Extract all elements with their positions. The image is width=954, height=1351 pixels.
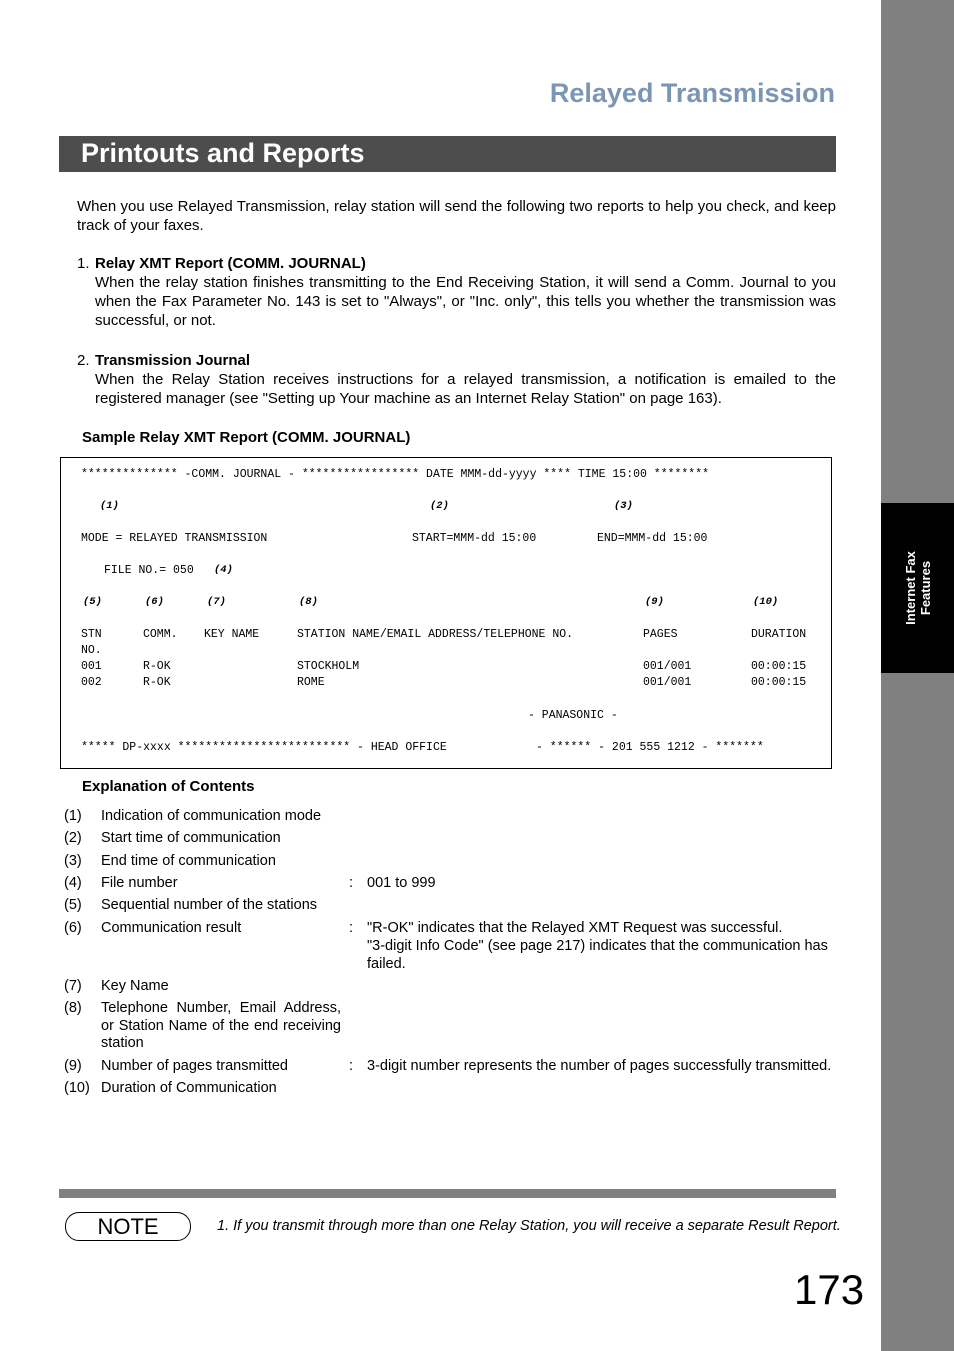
exp-desc: 001 to 999 bbox=[367, 875, 436, 891]
exp-num: (6) bbox=[64, 920, 82, 936]
exp-label: Sequential number of the stations bbox=[101, 897, 318, 913]
exp-label: Key Name bbox=[101, 978, 169, 994]
item-2-body: When the Relay Station receives instructions for a relayed transmission, a notification is emailed to the registered manager (see "Setting up Your machine as an Internet Relay Station" on page 163). bbox=[95, 371, 836, 407]
exp-num: (10) bbox=[64, 1080, 90, 1096]
note-text: 1. If you transmit through more than one Relay Station, you will receive a separate Result Report. bbox=[217, 1218, 841, 1234]
exp-num: (7) bbox=[64, 978, 82, 994]
report-footer-left: ***** DP-xxxx ************************* - HEAD OFFICE bbox=[81, 741, 447, 754]
col-comm: COMM. bbox=[143, 628, 178, 641]
sample-report-title: Sample Relay XMT Report (COMM. JOURNAL) bbox=[82, 429, 411, 446]
exp-num: (8) bbox=[64, 1000, 82, 1016]
marker-3: (3) bbox=[614, 500, 633, 512]
report-end: END=MMM-dd 15:00 bbox=[597, 532, 708, 545]
row-2-station: ROME bbox=[297, 676, 325, 689]
exp-num: (5) bbox=[64, 897, 82, 913]
intro-paragraph: When you use Relayed Transmission, relay station will send the following two reports to help you check, and keep track of your faxes. bbox=[77, 198, 836, 234]
row-1-pages: 001/001 bbox=[643, 660, 692, 673]
exp-num: (2) bbox=[64, 830, 82, 846]
exp-label: Communication result bbox=[101, 920, 242, 936]
marker-6: (6) bbox=[145, 596, 164, 608]
report-brand: - PANASONIC - bbox=[528, 709, 618, 722]
exp-colon: : bbox=[349, 1058, 354, 1074]
footer-rule bbox=[59, 1189, 836, 1198]
section-title: Printouts and Reports bbox=[81, 138, 365, 168]
row-2-comm: R-OK bbox=[143, 676, 171, 689]
col-station: STATION NAME/EMAIL ADDRESS/TELEPHONE NO. bbox=[297, 628, 574, 641]
row-1-duration: 00:00:15 bbox=[751, 660, 807, 673]
exp-desc: 3-digit number represents the number of pages successfully transmitted. bbox=[367, 1058, 832, 1074]
col-stn-line2: NO. bbox=[81, 644, 102, 657]
report-header-line: ************** -COMM. JOURNAL - ***************** DATE MMM-dd-yyyy **** TIME 15:00 ******** bbox=[81, 468, 710, 481]
marker-5: (5) bbox=[83, 596, 102, 608]
exp-label: Telephone Number, Email Address, or Station Name of the end receiving station bbox=[101, 1000, 341, 1051]
col-stn: STN bbox=[81, 628, 102, 641]
row-2-pages: 001/001 bbox=[643, 676, 692, 689]
row-2-stn: 002 bbox=[81, 676, 102, 689]
exp-desc: "R-OK" indicates that the Relayed XMT Request was successful. bbox=[367, 920, 783, 936]
item-1-number: 1. bbox=[77, 255, 90, 272]
sample-report-box bbox=[60, 457, 832, 769]
exp-label: File number bbox=[101, 875, 178, 891]
exp-num: (3) bbox=[64, 853, 82, 869]
col-pages: PAGES bbox=[643, 628, 678, 641]
chapter-tab-line1: Internet Fax bbox=[902, 551, 918, 625]
report-start: START=MMM-dd 15:00 bbox=[412, 532, 537, 545]
exp-desc-line2: "3-digit Info Code" (see page 217) indicates that the communication has failed. bbox=[367, 938, 828, 972]
report-footer-right: - ****** - 201 555 1212 - ******* bbox=[536, 741, 764, 754]
chapter-tab-line2: Features bbox=[917, 560, 933, 616]
col-key-name: KEY NAME bbox=[204, 628, 260, 641]
item-2-number: 2. bbox=[77, 352, 90, 369]
row-1-station: STOCKHOLM bbox=[297, 660, 360, 673]
page-number: 173 bbox=[794, 1266, 865, 1313]
row-2-duration: 00:00:15 bbox=[751, 676, 807, 689]
section-header-bar bbox=[59, 136, 836, 172]
marker-4: (4) bbox=[214, 564, 233, 576]
report-mode: MODE = RELAYED TRANSMISSION bbox=[81, 532, 268, 545]
exp-label: End time of communication bbox=[101, 853, 276, 869]
item-1-body: When the relay station finishes transmitting to the End Receiving Station, it will send a Comm. Journal to you when the Fax Parameter No. 143 is set to "Always", or "Inc. only", this tells you whether the transmission was successful, or not. bbox=[95, 274, 836, 329]
exp-num: (4) bbox=[64, 875, 82, 891]
marker-1: (1) bbox=[100, 500, 119, 512]
side-margin-bar bbox=[881, 0, 954, 1351]
exp-num: (9) bbox=[64, 1058, 82, 1074]
note-badge: NOTE bbox=[65, 1212, 191, 1241]
row-1-stn: 001 bbox=[81, 660, 102, 673]
marker-7: (7) bbox=[207, 596, 226, 608]
marker-10: (10) bbox=[753, 596, 779, 608]
row-1-comm: R-OK bbox=[143, 660, 171, 673]
marker-8: (8) bbox=[299, 596, 318, 608]
exp-num: (1) bbox=[64, 808, 82, 824]
item-1-title: Relay XMT Report (COMM. JOURNAL) bbox=[95, 255, 366, 272]
chapter-title: Relayed Transmission bbox=[549, 78, 835, 108]
chapter-tab bbox=[881, 503, 954, 673]
exp-label: Indication of communication mode bbox=[101, 808, 322, 824]
exp-label: Number of pages transmitted bbox=[101, 1058, 288, 1074]
exp-label: Start time of communication bbox=[101, 830, 281, 846]
col-duration: DURATION bbox=[751, 628, 807, 641]
exp-colon: : bbox=[349, 875, 354, 891]
marker-2: (2) bbox=[430, 500, 449, 512]
item-2-title: Transmission Journal bbox=[95, 352, 251, 369]
marker-9: (9) bbox=[645, 596, 664, 608]
exp-label: Duration of Communication bbox=[101, 1080, 277, 1096]
explanation-title: Explanation of Contents bbox=[82, 778, 255, 795]
report-file-no: FILE NO.= 050 bbox=[104, 564, 194, 577]
exp-colon: : bbox=[349, 920, 354, 936]
